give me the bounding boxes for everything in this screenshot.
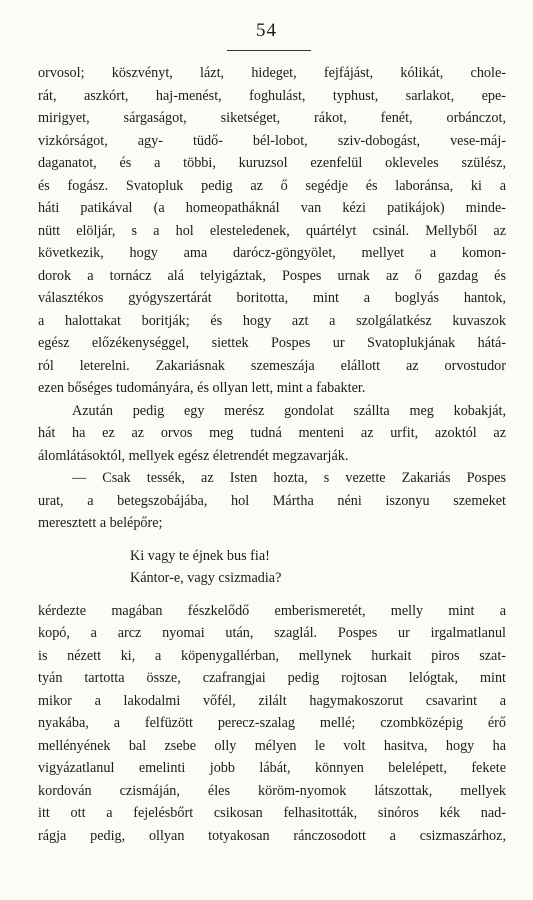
text-line: álomlátásoktól, mellyek egész életrendét megzavarják. bbox=[38, 447, 349, 464]
text-line: választékos gyógyszertárát boritotta, mint a boglyás hantok, bbox=[38, 290, 506, 306]
text-line: itt ott a fejelésbőrt csikosan felhasitották, sinóros kék nad- bbox=[38, 805, 506, 821]
text-line: hát ha ez az orvos meg tudná menteni az urfit, azoktól az bbox=[38, 425, 506, 441]
text-line: kordován czismáján, éles köröm-nyomok látszottak, mellyek bbox=[38, 782, 506, 799]
text-line: ról leterelni. Zakariásnak szemeszája elállott az orvostudor bbox=[38, 357, 506, 374]
text-line: és fogász. Svatopluk pedig az ő segédje és laboránsa, ki a bbox=[38, 177, 506, 194]
text-line: orvosol; köszvényt, lázt, hideget, fejfájást, kólikát, chole- bbox=[38, 65, 506, 81]
header-rule bbox=[227, 50, 311, 51]
text-line: nütt elöljár, s a hol elesteledenek, quártélyt csinál. Mellyből az bbox=[38, 222, 506, 239]
body-text bbox=[38, 62, 506, 847]
text-line: — Csak tessék, az Isten hozta, s vezette Zakariás Pospes bbox=[72, 470, 506, 486]
text-line: következik, hogy ama darócz-göngyölet, mellyet a komon- bbox=[38, 245, 506, 261]
text-line: tyán tartotta össze, czafrangjai pedig rojtosan lelógtak, mint bbox=[38, 670, 506, 686]
text-line: Azután pedig egy merész gondolat szállta meg kobakját, bbox=[72, 402, 506, 419]
paragraph-3 bbox=[38, 467, 506, 535]
text-line: meresztett a belépőre; bbox=[38, 515, 163, 531]
text-line: dorok a tornácz alá telyigáztak, Pospes urnak az ő gazdag és bbox=[38, 267, 506, 284]
verse-line: Ki vagy te éjnek bus fia! bbox=[130, 547, 270, 564]
text-line: mirigyet, sárgaságot, siketséget, rákot, fenét, orbánczot, bbox=[38, 110, 506, 126]
paragraph-4 bbox=[38, 600, 506, 848]
text-line: a halottakat boritják; és hogy azt a szolgálatkész kuvaszok bbox=[38, 312, 506, 329]
text-line: mellényének bal zsebe olly mélyen le volt hasitva, hogy ha bbox=[38, 737, 506, 754]
text-line: vigyázatlanul emelinti jobb lábát, könnyen belelépett, fekete bbox=[38, 760, 506, 776]
text-line: kopó, a arcz nyomai után, szaglál. Pospes ur irgalmatlanul bbox=[38, 625, 506, 641]
text-line: rát, aszkórt, haj-menést, foghulást, typhust, sarlakot, epe- bbox=[38, 87, 506, 104]
text-line: daganatot, és a többi, kuruzsol ezenfelül okleveles szülész, bbox=[38, 155, 506, 171]
text-line: urat, a betegszobájába, hol Mártha néni iszonyu szemeket bbox=[38, 492, 506, 509]
text-line: vizkórságot, agy- tüdő- bél-lobot, sziv-dobogást, vese-máj- bbox=[38, 132, 506, 149]
text-line: kérdezte magában fészkelődő emberismeretét, melly mint a bbox=[38, 602, 506, 619]
text-line: rágja pedig, ollyan totyakosan ránczosodott a csizmaszárhoz, bbox=[38, 827, 506, 844]
paragraph-2 bbox=[38, 400, 506, 468]
text-line: ezen bőséges tudományára, és ollyan lett, mint a fabakter. bbox=[38, 380, 366, 396]
verse-spacing bbox=[38, 535, 506, 545]
text-line: nyakába, a felfüzött perecz-szalag mellé; czombközépig érő bbox=[38, 715, 506, 731]
text-line: egész előzékenységgel, siettek Pospes ur Svatoplukjának hátá- bbox=[38, 335, 506, 351]
verse-line: Kántor-e, vagy csizmadia? bbox=[130, 570, 282, 586]
verse-spacing bbox=[38, 590, 506, 600]
paragraph-1 bbox=[38, 62, 506, 400]
verse-block bbox=[38, 545, 506, 590]
page-number: 54 bbox=[256, 20, 277, 41]
text-line: is nézett ki, a köpenygallérban, mellynek hurkait piros szat- bbox=[38, 647, 506, 664]
text-line: mikor a lakodalmi vőfél, zilált hagymakoszorut csavarint a bbox=[38, 692, 506, 709]
text-line: háti patikával (a homeopatháknál van kézi patikájok) minde- bbox=[38, 200, 506, 216]
